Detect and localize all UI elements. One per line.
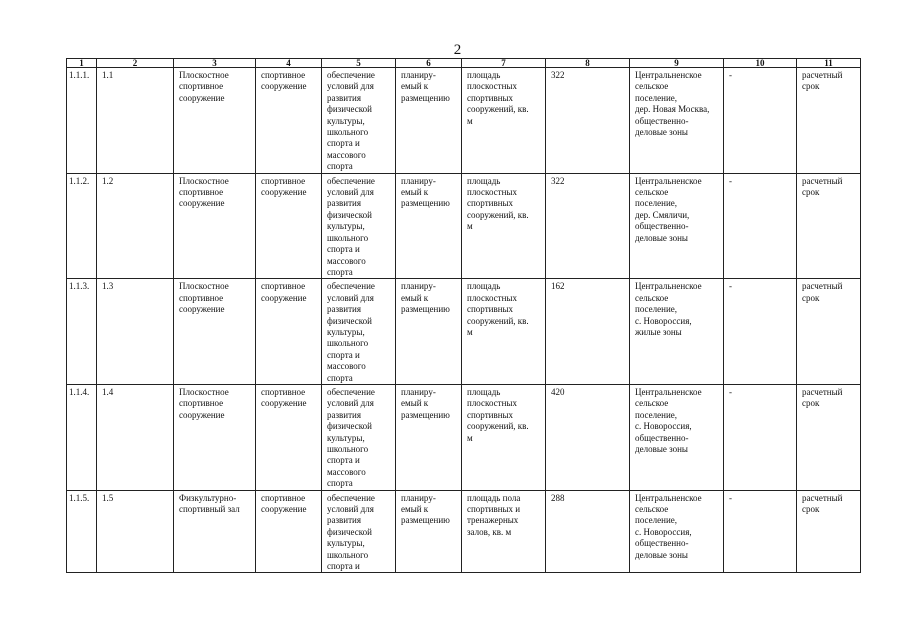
row-index: 1.5 [97, 490, 174, 573]
object-location: Центральненское сельское поселение, с. Новороссия, общественно- деловые зоны [630, 490, 724, 573]
column-header: 11 [797, 59, 861, 68]
row-index: 1.2 [97, 173, 174, 279]
column-header: 3 [174, 59, 256, 68]
object-term: расчетный срок [797, 173, 861, 279]
row-index: 1.4 [97, 384, 174, 490]
object-characteristic: площадь пола спортивных и тренажерных залов, кв. м [462, 490, 546, 573]
object-term: расчетный срок [797, 490, 861, 573]
object-term: расчетный срок [797, 68, 861, 174]
row-number: 1.1.1. [67, 68, 97, 174]
table-row [67, 490, 861, 573]
object-name: Плоскостное спортивное сооружение [174, 279, 256, 385]
object-purpose: обеспечение условий для развития физической культуры, школьного спорта и массового спорта [322, 173, 396, 279]
object-purpose: обеспечение условий для развития физической культуры, школьного спорта и массового спорта [322, 68, 396, 174]
row-number: 1.1.3. [67, 279, 97, 385]
object-characteristic: площадь плоскостных спортивных сооружений, кв. м [462, 279, 546, 385]
object-value: 288 [546, 490, 630, 573]
object-value: 162 [546, 279, 630, 385]
object-purpose: обеспечение условий для развития физической культуры, школьного спорта и массового спорта [322, 384, 396, 490]
object-location: Центральненское сельское поселение, с. Новороссия, жилые зоны [630, 279, 724, 385]
table-row [67, 68, 861, 174]
objects-table [66, 58, 861, 573]
object-type: спортивное сооружение [256, 384, 322, 490]
column-header: 9 [630, 59, 724, 68]
page-number: 2 [453, 42, 462, 58]
column-header: 7 [462, 59, 546, 68]
row-number: 1.1.4. [67, 384, 97, 490]
row-number: 1.1.5. [67, 490, 97, 573]
object-status: планиру- емый к размещению [396, 490, 462, 573]
object-type: спортивное сооружение [256, 279, 322, 385]
table-row [67, 279, 861, 385]
row-number: 1.1.2. [67, 173, 97, 279]
object-location: Центральненское сельское поселение, дер. Новая Москва, общественно- деловые зоны [630, 68, 724, 174]
object-value: 322 [546, 173, 630, 279]
object-status: планиру- емый к размещению [396, 68, 462, 174]
object-status: планиру- емый к размещению [396, 384, 462, 490]
column-header: 4 [256, 59, 322, 68]
object-term: расчетный срок [797, 384, 861, 490]
object-status: планиру- емый к размещению [396, 279, 462, 385]
column-header: 2 [97, 59, 174, 68]
table-row [67, 384, 861, 490]
object-location: Центральненское сельское поселение, дер. Смяличи, общественно- деловые зоны [630, 173, 724, 279]
object-value: 420 [546, 384, 630, 490]
column-header: 6 [396, 59, 462, 68]
object-type: спортивное сооружение [256, 490, 322, 573]
object-status: планиру- емый к размещению [396, 173, 462, 279]
object-value: 322 [546, 68, 630, 174]
object-type: спортивное сооружение [256, 68, 322, 174]
object-name: Плоскостное спортивное сооружение [174, 68, 256, 174]
object-zones: - [724, 384, 797, 490]
table-row [67, 173, 861, 279]
object-type: спортивное сооружение [256, 173, 322, 279]
object-purpose: обеспечение условий для развития физической культуры, школьного спорта и [322, 490, 396, 573]
object-zones: - [724, 279, 797, 385]
object-location: Центральненское сельское поселение, с. Новороссия, общественно- деловые зоны [630, 384, 724, 490]
object-name: Физкультурно- спортивный зал [174, 490, 256, 573]
column-header: 5 [322, 59, 396, 68]
object-characteristic: площадь плоскостных спортивных сооружений, кв. м [462, 68, 546, 174]
object-zones: - [724, 490, 797, 573]
object-name: Плоскостное спортивное сооружение [174, 384, 256, 490]
column-header: 8 [546, 59, 630, 68]
object-name: Плоскостное спортивное сооружение [174, 173, 256, 279]
object-zones: - [724, 68, 797, 174]
column-header: 10 [724, 59, 797, 68]
object-characteristic: площадь плоскостных спортивных сооружений, кв. м [462, 384, 546, 490]
row-index: 1.3 [97, 279, 174, 385]
column-number-row [67, 59, 861, 68]
object-zones: - [724, 173, 797, 279]
object-purpose: обеспечение условий для развития физической культуры, школьного спорта и массового спорта [322, 279, 396, 385]
object-characteristic: площадь плоскостных спортивных сооружений, кв. м [462, 173, 546, 279]
row-index: 1.1 [97, 68, 174, 174]
column-header: 1 [67, 59, 97, 68]
object-term: расчетный срок [797, 279, 861, 385]
